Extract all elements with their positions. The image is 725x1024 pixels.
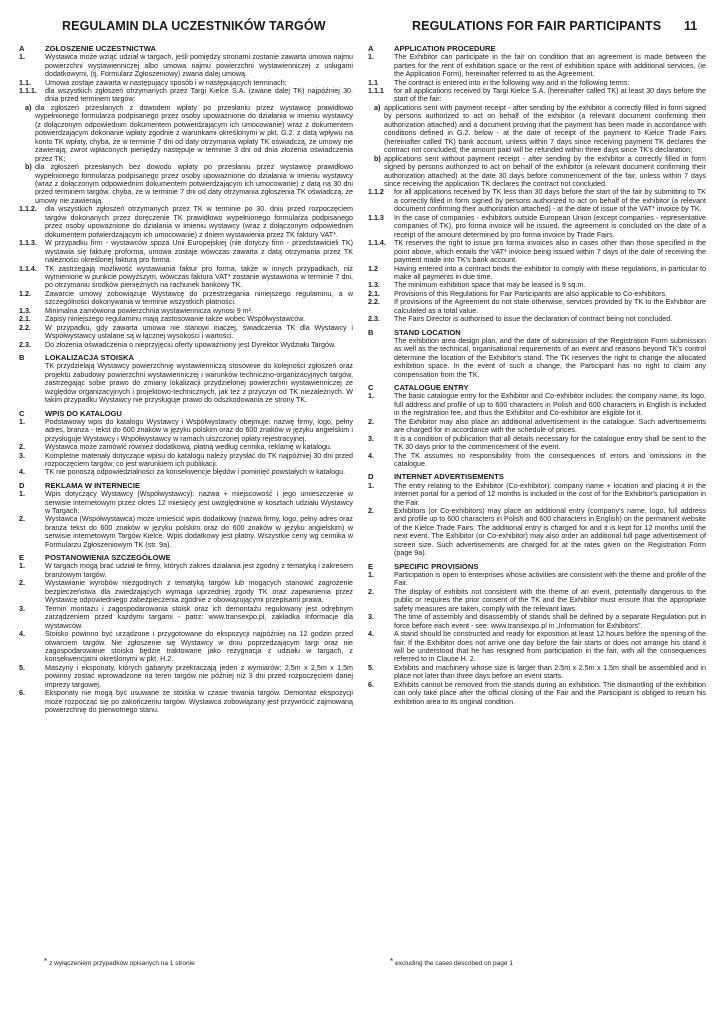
asterisk-mark: * [390, 957, 394, 966]
clause-number: 4. [19, 468, 25, 477]
clause [368, 53, 706, 78]
clause-number: 1.3. [19, 306, 31, 315]
clause-text: W przypadku, gdy zawarta umowa nie stanowi inaczej, świadczenia TK dla Wystawcy i Współwystawcy ustalane są w łącznej wysokości i wartości. [45, 323, 353, 341]
clause-number: 1.3. [368, 281, 380, 290]
clause-number: b) [25, 163, 32, 172]
clause-text: The display of exhibits not consistent with the theme of an event, potentially dangerous to the public or requires the prior consent of the TK and the Exhibitor must ensure that the appropriate safety measures are taken, comply with the relevant laws. [394, 587, 706, 613]
clause [19, 418, 353, 443]
clause-text: The Fairs Director is authorised to issue the declaration of contract being not concluded. [394, 315, 673, 324]
section-paragraph: TK przydzielają Wystawcy powierzchnię wystawienniczą stosownie do kolejności zgłoszeń oraz projektu zabudowy powierzchni wystawienniczej i warunków techniczno-organizacyjnych targów, zastrzegając sobie prawo do zmiany lokalizacji przydzielonej powierzchni wystawienniczej ze względów organizacyjnych i projektowo-technicznych, jak też z przyczyn od TK niezależnych. W takim przypadku Wystawcy nie przysługuje prawo do odszkodowania ze strony TK. [45, 362, 353, 405]
clause [368, 214, 706, 239]
section-b [19, 353, 353, 404]
clause-text: TK reserves the right to issue pro forma invoices also in cases other than those specified in the point above, which entails the VAT* invoice being issued within 7 days of the date of receiving the payment made into TK's bank account. [394, 239, 706, 265]
clause [368, 630, 706, 664]
clause [19, 579, 353, 604]
clause-text: applications sent without payment receipt - after sending by the exhibitor a correctly filled in form signed by persons authorized to act on behalf of the exhibitor (a relevant document confirming their authorization attached) at the date 30 days before commencement of the fair, unless within 7 days since receiving the application TK declares the contract not concluded. [384, 154, 706, 188]
clause-number: 1. [19, 490, 25, 499]
clause-text: Kompletne materiały dotyczące wpisu do katalogu należy przysłać do TK najpóźniej 30 dni przed rozpoczęciem targów, co jest warunkiem ich publikacji. [45, 451, 353, 468]
clause-text: Wystawianie wyrobów niezgodnych z tematyką targów lub mogących stanowić zagrożenie bezpieczeństwa dla zwiedzających wymaga uprzedniej zgody TK oraz zapewnienia przez Wystawcę odpowiedniego zabezpieczenia zgodnie z obowiązującymi przepisami prawa. [45, 579, 353, 605]
clause-number: 5. [19, 663, 25, 672]
section-heading [368, 328, 706, 337]
clause-number: 1.1.2 [368, 188, 384, 197]
clause-text: dla wszystkich zgłoszeń otrzymanych przez Targi Kielce S.A. (zwane dalej TK) najpóźniej 30. dnia przed terminem targów: [45, 87, 353, 104]
clause-number: 1.1.2. [19, 205, 37, 214]
clause-text: applications sent with payment receipt - after sending by the exhibitor a correctly filled in form signed by persons authorized to act on behalf of the exhibitor (a relevant document confirming their authorization attached) and a document proving that the payment has been made in accordance with conditions defined in G.2. below - at the date of receipt of the payment to Kielce Trade Fairs (hereinafter called TK) bank account, unless within 7 days since receiving payment TK declares the contract not concluded; the amount paid will be refunded within three days since TK's declaration; [384, 103, 706, 155]
clause [19, 605, 353, 630]
clause [368, 188, 706, 213]
clause-number: 2.2. [19, 323, 31, 332]
clause [19, 630, 353, 664]
clause-text: The entry relating to the Exhibitor (Co-exhibitor): company name + location and placing it in the Internet portal for a period of 12 months is included in the cost of for the Exhibitor's participation in the Fair. [394, 481, 706, 507]
page-title-english: REGULATIONS FOR FAIR PARTICIPANTS [412, 19, 662, 33]
clause-text: It is a condition of publication that all details necessary for the catalogue entry shall be sent to the TK 30 days prior to the commencement of the event. [394, 434, 706, 452]
clause-text: Zawarcie umowy zobowiązuje Wystawcę do przestrzegania niniejszego regulaminu, a w szczególności dokonywania w terminie wszystkich płatności. [45, 289, 353, 307]
clause-number: 1.1.4. [368, 239, 386, 248]
clause-text: TK nie ponoszą odpowiedzialności za konsekwencje błędów i pominięć powstałych w katalogu. [45, 468, 346, 477]
section-title: WPIS DO KATALOGU [45, 408, 122, 418]
clause [19, 341, 353, 349]
clause-text: The minimum exhibition space that may be leased is 9 sq.m. [394, 281, 586, 290]
clause [368, 664, 706, 681]
clause-text: Wystawca może wziąć udział w targach, jeśli pomiędzy stronami zostanie zawarta umowa najmu powierzchni wystawienniczej albo umowa najmu powierzchni wystawienniczej z usługami dodatkowymi, (tj. Formularz Zgłoszeniowy) zwana dalej umową. [45, 53, 353, 79]
clause [368, 281, 706, 289]
clause-number: 1.1.4. [19, 264, 37, 273]
section-title: APPLICATION PROCEDURE [394, 44, 496, 53]
clause [19, 163, 353, 205]
section-heading [19, 553, 353, 562]
clause-text: Provisions of this Regulations for Fair Participants are also applicable to Co-exhibitors. [394, 289, 668, 298]
clause [368, 571, 706, 588]
section-a [368, 44, 706, 324]
section-heading [19, 44, 353, 53]
clause [368, 613, 706, 630]
section-letter: D [19, 480, 25, 490]
clause [368, 290, 706, 298]
clause-text: W przypadku firm - wystawców spoza Unii Europejskiej (nie dotyczy firm - przedstawicieli TK) wystawia się fakturę proforma, umowa zostaje wówczas zawarta z datą otrzymania przez TK należności określonej fakturą pro forma. [45, 239, 353, 265]
section-heading [368, 472, 706, 481]
footnote-text: excluding the cases described on page 1 [395, 960, 513, 967]
clause [19, 664, 353, 689]
clause-text: for all applications received by Targi Kielce S.A. (hereinafter called TK) at least 30 days before the start of the fair: [394, 87, 706, 104]
clause [368, 265, 706, 282]
clause-text: Exhibits and machinery whose size is larger than 2.5m x 2.5m x 1.5m shall be assembled and in place not later than three days before an event starts. [394, 663, 706, 681]
clause-number: 2. [368, 587, 374, 596]
section-title: REKLAMA W INTERNECIE [45, 480, 141, 490]
clause-number: 5. [368, 663, 374, 672]
clause [19, 315, 353, 323]
footnote-polish [44, 958, 195, 968]
clause-text: W targach mogą brać udział te firmy, których zakres działania jest zgodny z tematyką i zakresem branżowym targów. [45, 562, 353, 579]
asterisk-mark: * [44, 957, 48, 966]
clause-number: a) [25, 103, 32, 112]
section-d [19, 481, 353, 549]
clause-text: Eksponaty nie mogą być usuwane ze stoiska w czasie trwania targów. Demontaż ekspozycji może rozpocząć się po zakończeniu targów. Wystawca zobowiązany jest przywrócić zajmowaną powierzchnię do pierwotnego stanu. [45, 689, 353, 715]
clause [19, 515, 353, 549]
section-c [368, 383, 706, 468]
clause-text: If provisions of the Agreement do not state otherwise, services provided by TK to the Exhibitor are calculated as a total value. [394, 298, 706, 315]
section-heading [368, 383, 706, 392]
section-paragraph: The exhibition area design plan, and the date of submission of the Registration Form submission as well as the technical, organisational requirements of an event and reasons beyond TK's control determine the location of the Exhibitor's stand. The TK reserves the right to change the allocated exhibition space. In the event of such a change, the Participant has no right to claim any compensation from the TK. [394, 336, 706, 379]
clause [368, 482, 706, 507]
clause-text: The contract is entered into in the following way and in the following terms: [394, 78, 630, 87]
clause [368, 452, 706, 469]
clause-text: dla zgłoszeń przesłanych bez dowodu wpłaty po przesłaniu przez wystawcę prawidłowo wypełnionego formularza podpisanego przez osoby upoważnione do działania w imieniu wystawcy (wraz z dołączonym odpowiednim dokumentem potwierdzającym ich umocowanie) z datą na 30 dni przed terminem targów, chyba, że w terminie 7 dni od daty otrzymania zgłoszenia TK oświadczą, że umowy nie zawierają. [35, 163, 353, 205]
clause-text: Podstawowy wpis do katalogu Wystawcy i Współwystawcy obejmuje: nazwę firmy, logo, pełny adres, branża - tekst do 600 znaków w języku polskim oraz do 600 znaków w języku angielskim i przysługuje Wystawcy i Współwystawcy w ramach uiszczonej opłaty rejestracyjnej. [45, 417, 353, 443]
clause-number: 2. [368, 507, 374, 516]
section-title: STAND LOCATION [394, 327, 461, 337]
clause-text: Participation is open to enterprises whose activities are consistent with the theme and profile of the Fair. [394, 570, 706, 588]
clause-number: 2. [19, 443, 25, 452]
clause-text: Termin montażu i zagospodarowania stoisk oraz ich demontażu regulowany jest odrębnym zarządzeniem przed każdymi targami - patrz: www.transexpo.pl, zakładka Informacje dla wystawców. [45, 604, 353, 630]
clause-number: 1. [368, 392, 374, 401]
clause [368, 392, 706, 417]
clause-text: The Exhibitor can participate in the fair on condition that an agreement is made between the parties for the rent of exhibition space or the rent of exhibition space with additional services, (ie the Application Form), hereinafter referred to as the Agreement. [394, 53, 706, 79]
clause-text: Exhibitors (or Co-exhibitors) may place an additional entry (company's name, logo, full address and profile up to 600 characters in Polish and 600 characters in English) on the permanent website of the Kielce Trade Fairs. The additional entry is charged for and it is kept for 12 months until the next event. The Exhibitor (or Co-exhibitor) may also order an additional full page advertisement of screen size. Such advertisements are charged for at the rates given on the Registration Form (page 9a). [394, 507, 706, 558]
clause-number: 2.1. [19, 315, 31, 324]
clause-number: 1.1. [19, 78, 31, 87]
english-column [368, 44, 706, 706]
clause [19, 290, 353, 307]
clause-number: 4. [368, 630, 374, 639]
clause-text: Wystawca może zamówić również dodatkową, płatną według cennika, reklamę w katalogu. [45, 443, 332, 452]
section-letter: A [368, 44, 374, 53]
clause [19, 265, 353, 290]
clause [368, 104, 706, 155]
clause-number: 1.1 [368, 78, 378, 87]
clause [368, 315, 706, 323]
clause-text: TK zastrzegają możliwość wystawiania faktur pro forma, także w innych przypadkach, niż wymienione w punkcie powyższym, wówczas faktura VAT* zostanie wystawiona w terminie 7 dni, po otrzymaniu środków pieniężnych na rachunek bankowy TK. [45, 264, 353, 290]
clause-number: b) [374, 154, 381, 163]
clause-text: Minimalna zamówiona powierzchnia wystawiennicza wynosi 9 m². [45, 306, 253, 315]
clause [19, 452, 353, 469]
polish-column [19, 44, 353, 715]
clause-number: 1.2 [368, 264, 378, 273]
section-letter: C [368, 383, 374, 393]
section-letter: E [19, 553, 25, 563]
section-letter: D [368, 472, 374, 482]
section-title: LOKALIZACJA STOISKA [45, 353, 135, 363]
clause [19, 79, 353, 87]
clause-text: The Exhibitor may also place an additional advertisement in the catalogue. Such advertisements are charged for in accordance with the schedule of prices. [394, 417, 706, 435]
section-c [19, 409, 353, 477]
clause-number: 1. [368, 53, 374, 62]
clause-text: Having entered into a contract binds the exhibitor to comply with these regulations, in particular to make all payments in due time. [394, 264, 706, 281]
clause-text: Stoisko powinno być urządzone i przygotowane do ekspozycji najpóźniej na 12 godzin przed otwarciem targów. Nie zgłoszenie się Wystawcy w dniu poprzedzającym targi oraz nie zagospodarowanie stoiska będzie traktowane jako rezygnacja z udziału w targach, z konsekwencjami określonymi w pkt. H.2. [45, 630, 353, 664]
section-e [19, 553, 353, 714]
clause-text: Wpis dotyczący Wystawcy (Współwystawcy): nazwa + miejscowość i jego umieszczenie w serwisie internetowym przez okres 12 miesięcy jest uwzględnione w kosztach udziału Wystawcy w Targach. [45, 490, 353, 516]
section-title: SPECIFIC PROVISIONS [394, 561, 479, 571]
clause-number: 6. [19, 689, 25, 698]
section-d [368, 472, 706, 557]
clause [368, 435, 706, 452]
clause-number: 3. [368, 434, 374, 443]
clause [368, 298, 706, 315]
clause-number: 2. [19, 579, 25, 588]
clause-text: Exhibits cannot be removed from the stands during an exhibition. The dismantling of the exhibition can only take place after the official closing of the Fair and the Participant is obliged to return his exhibition area to its original condition. [394, 680, 706, 706]
clause-text: Do złożenia oświadczenia o nieprzyjęciu oferty upoważniony jest Dyrektor Wydziału Targów. [45, 340, 336, 349]
clause-text: In the case of companies - exhibitors outside European Union (except companies - representative companies of TK), pro forma invoice will be issued, the agreement is concluded on the date of a receipt of the amount determined by pro forma invoice by Trade Fairs. [394, 213, 706, 239]
clause [368, 79, 706, 87]
clause [368, 681, 706, 706]
page-title-polish: REGULAMIN DLA UCZESTNIKÓW TARGÓW [62, 19, 326, 33]
section-letter: A [19, 44, 25, 53]
clause-number: 1.1.3. [19, 239, 37, 248]
clause [19, 324, 353, 341]
section-e [368, 562, 706, 706]
clause-text: Wystawca (Współwystawca) może umieścić wpis dodatkowy (nazwa firmy, logo, pełny adres oraz branża tekst do 600 znaków w języku polskim oraz do 600 znaków w języku angielskim) w serwisie internetowym Targów Kielce. Wpis dodatkowy jest płatny. Wszystkie ceny wg cennika w Formularzu Zgłoszeniowym TK (str. 9a). [45, 515, 353, 549]
clause [19, 87, 353, 104]
clause [19, 239, 353, 264]
section-title: INTERNET ADVERTISEMENTS [394, 472, 504, 482]
clause-text: dla wszystkich zgłoszeń otrzymanych przez TK w terminie po 30. dniu przed rozpoczęciem targów dokonanych przez doręczenie TK prawidłowo wypełnionego formularza podpisanego przez osoby upoważnione do działania w imieniu wystawcy (wraz z dołączonym odpowiednim dokumentem potwierdzającym ich umocowanie) z dniem wystawienia przez TK faktury VAT*. [45, 205, 353, 239]
section-heading [368, 44, 706, 53]
footnote-text: z wyłączeniem przypadków opisanych na 1 stronie [49, 960, 195, 967]
clause-number: 1. [19, 417, 25, 426]
clause-number: 2.2. [368, 298, 380, 307]
section-title: ZGŁOSZENIE UCZESTNICTWA [45, 44, 156, 53]
clause [19, 307, 353, 315]
section-letter: C [19, 408, 25, 418]
clause-text: Maszyny i eksponaty, których gabaryty przekraczają jeden z wymiarów: 2,5m x 2,5m x 1,5m powinny zostać wprowadzone na teren targów nie później niż 3 dni przed rozpoczęciem danej imprezy targowej. [45, 663, 353, 689]
clause [19, 443, 353, 451]
clause [19, 205, 353, 239]
clause-text: dla zgłoszeń przesłanych z dowodem wpłaty po przesłaniu przez wystawcę prawidłowo wypełnionego formularza podpisanego przez osoby upoważnione do działania w imieniu wystawcy (z dołączonym odpowiednim dokumentem potwierdzającym ich umocowanie) wraz z dokumentem potwierdzającym dokonanie wpłaty zgodnie z warunkami określonymi w pkt. G.2. z datą wpływu na konto TK wpłaty, chyba, że w terminie 7 dni od daty otrzymania wpłaty TK oświadczą, że umowy nie zawierają; zwrot wpłaconych pieniędzy następuje w terminie 3 dni od dnia złożenia oświadczenia przez TK; [35, 103, 353, 163]
clause-text: The basic catalogue entry for the Exhibitor and Co-exhibitor includes: the company name, its logo, full address and profile of up to 600 characters in Polish and 600 characters in English is included in the registration fee, and thus the Exhibitor and Co-exhibitor are eligible for it. [394, 392, 706, 418]
clause-number: a) [374, 103, 381, 112]
clause [368, 418, 706, 435]
section-title: POSTANOWIENIA SZCZEGÓŁOWE [45, 553, 171, 563]
clause [368, 588, 706, 613]
clause-number: 2. [19, 515, 25, 524]
section-letter: B [368, 327, 374, 337]
section-heading [19, 409, 353, 418]
clause-number: 2.3. [19, 340, 31, 349]
section-a [19, 44, 353, 349]
clause-number: 1. [19, 562, 25, 571]
clause-number: 2.1. [368, 289, 380, 298]
clause-number: 1.2. [19, 289, 31, 298]
clause-number: 6. [368, 680, 374, 689]
clause-text: Zapisy niniejszego regulaminu mają zastosowanie także wobec Współwystawców. [45, 315, 305, 324]
footnote-english [390, 958, 513, 968]
section-title: CATALOGUE ENTRY [394, 383, 469, 393]
clause-number: 1. [368, 570, 374, 579]
clause-number: 3. [368, 613, 374, 622]
section-heading [19, 353, 353, 362]
clause-number: 4. [368, 451, 374, 460]
section-heading [19, 481, 353, 490]
clause-number: 1. [368, 481, 374, 490]
clause [368, 155, 706, 189]
clause [19, 468, 353, 476]
clause [19, 53, 353, 78]
clause [368, 87, 706, 104]
section-b [368, 328, 706, 379]
clause [368, 507, 706, 558]
clause [19, 562, 353, 579]
clause-number: 4. [19, 630, 25, 639]
clause [368, 239, 706, 264]
clause [19, 490, 353, 515]
clause-text: for all applications received by TK less than 30 days before the start of the fair by submitting to TK a correctly filled in form signed by persons authorized to act on behalf of the exhibitor (a relevant document confirming their authorization attached) - at the date of issue of the VAT* invoice by TK. [394, 188, 706, 214]
clause-number: 2.3. [368, 315, 380, 324]
clause-number: 2. [368, 417, 374, 426]
clause-text: The TK assumes no responsibility from the consequences of errors and omissions in the catalogue. [394, 451, 706, 468]
clause-number: 3. [19, 451, 25, 460]
clause-number: 1.1.1 [368, 87, 384, 96]
section-letter: E [368, 561, 374, 571]
clause-text: Umowa zostaje zawarta w następujący sposób i w następujących terminach: [45, 78, 287, 87]
page-number: 11 [684, 19, 698, 33]
clause-number: 1.1.3 [368, 213, 384, 222]
clause-text: The time of assembly and disassembly of stands shall be defined by a separate Regulation put in force before each event - see: www.transexpo.pl in „Information for Exhibitors”. [394, 613, 706, 630]
section-heading [368, 562, 706, 571]
clause-text: A stand should be constructed and ready for exposition at least 12 hours before the opening of the fair. If the Exhibitor does not arrive one day before the fair starts or does not arrange his stand it will be understood that he has resigned from participation in the fair, with all the consequences referred to in Clause H. 2. [394, 630, 706, 664]
section-letter: B [19, 353, 25, 363]
clause-number: 1. [19, 53, 25, 62]
clause [19, 689, 353, 714]
clause [19, 104, 353, 163]
clause-number: 3. [19, 604, 25, 613]
clause-number: 1.1.1. [19, 87, 37, 96]
